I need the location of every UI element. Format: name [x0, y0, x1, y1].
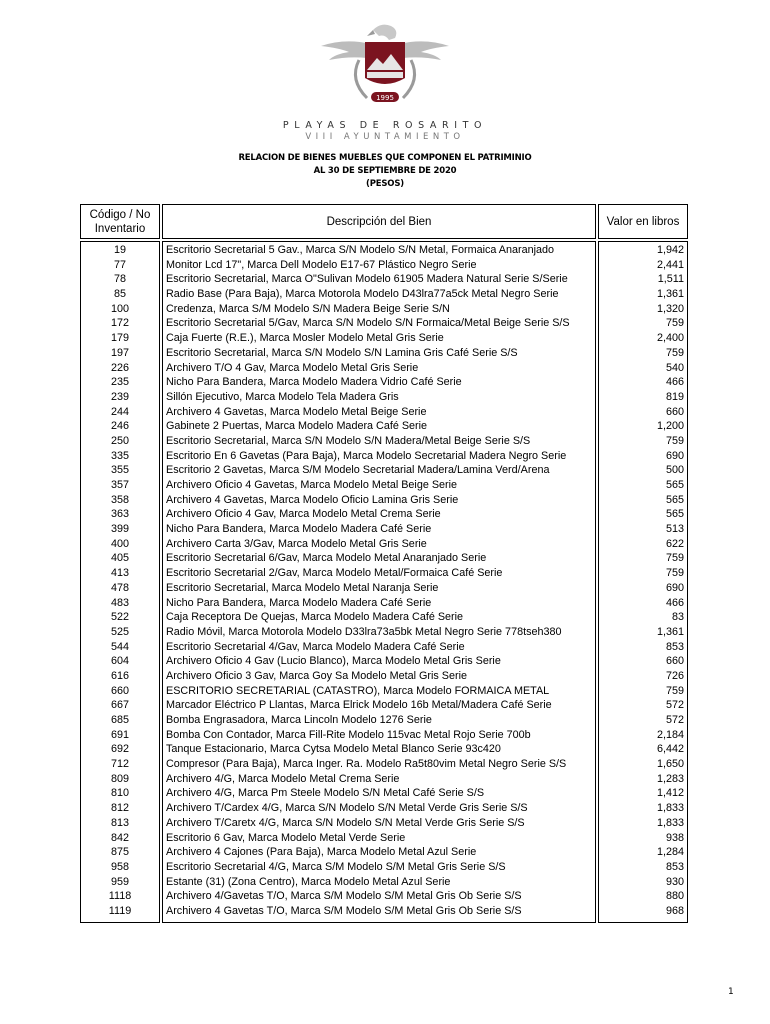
cell-value: 1,361	[656, 288, 684, 301]
table-row	[80, 581, 688, 596]
table-row	[80, 566, 688, 581]
cell-value: 83	[671, 611, 684, 624]
cell-description: Archivero 4 Gavetas, Marca Modelo Oficio Lamina Gris Serie	[166, 493, 459, 506]
cell-code: 358	[110, 493, 129, 506]
cell-value: 759	[665, 552, 684, 565]
cell-description: Archivero T/O 4 Gav, Marca Modelo Metal Gris Serie	[166, 361, 419, 374]
cell-value: 540	[665, 361, 684, 374]
cell-description: Escritorio Secretarial, Marca Modelo Metal Naranja Serie	[166, 581, 439, 594]
cell-value: 1,283	[656, 772, 684, 785]
cell-code: 355	[110, 464, 129, 477]
table-row	[80, 831, 688, 846]
cell-description: Nicho Para Bandera, Marca Modelo Madera Vidrio Café Serie	[166, 376, 462, 389]
table-row	[80, 625, 688, 640]
cell-code: 239	[110, 390, 129, 403]
cell-code: 483	[110, 596, 129, 609]
cell-value: 2,184	[656, 728, 684, 741]
cell-value: 1,200	[656, 420, 684, 433]
table-row	[80, 845, 688, 860]
table-row	[80, 493, 688, 508]
cell-value: 572	[665, 699, 684, 712]
cell-description: Radio Móvil, Marca Motorola Modelo D33lra73a5bk Metal Negro Serie 778tseh380	[166, 625, 562, 638]
table-row	[80, 449, 688, 464]
cell-value: 1,650	[656, 758, 684, 771]
cell-description: Compresor (Para Baja), Marca Inger. Ra. Modelo Ra5t80vim Metal Negro Serie S/S	[166, 758, 567, 771]
cell-value: 759	[665, 567, 684, 580]
table-row	[80, 537, 688, 552]
table-row	[80, 889, 688, 904]
cell-code: 813	[110, 816, 129, 829]
cell-value: 513	[665, 523, 684, 536]
report-title: RELACION DE BIENES MUEBLES QUE COMPONEN EL PATRIMINIO	[238, 153, 532, 163]
cell-code: 809	[110, 772, 129, 785]
cell-code: 525	[110, 625, 129, 638]
table-row	[80, 684, 688, 699]
cell-code: 712	[110, 758, 129, 771]
cell-description: Nicho Para Bandera, Marca Modelo Madera Café Serie	[166, 596, 432, 609]
cell-value: 1,361	[656, 625, 684, 638]
cell-value: 565	[665, 508, 684, 521]
table-row	[80, 551, 688, 566]
cell-description: Escritorio Secretarial 4/G, Marca S/M Modelo S/M Metal Gris Serie S/S	[166, 860, 506, 873]
cell-value: 930	[665, 875, 684, 888]
table-row	[80, 507, 688, 522]
cell-code: 78	[113, 273, 126, 286]
cell-description: Escritorio Secretarial, Marca S/N Modelo S/N Madera/Metal Beige Serie S/S	[166, 434, 531, 447]
cell-code: 842	[110, 831, 129, 844]
org-subtitle: VIII AYUNTAMIENTO	[305, 132, 465, 142]
logo-year: 1995	[376, 94, 394, 102]
cell-value: 1,412	[656, 787, 684, 800]
cell-code: 875	[110, 846, 129, 859]
eagle-beak-shape	[367, 30, 375, 36]
cell-description: Archivero Oficio 4 Gavetas, Marca Modelo Metal Beige Serie	[166, 479, 458, 491]
cell-description: Escritorio Secretarial 5 Gav., Marca S/N Modelo S/N Metal, Formaica Anaranjado	[166, 244, 555, 256]
cell-description: Archivero 4 Gavetas T/O, Marca S/M Modelo S/M Metal Gris Ob Serie S/S	[166, 904, 522, 917]
cell-value: 968	[665, 904, 684, 917]
cell-description: Archivero 4/Gavetas T/O, Marca S/M Modelo S/M Metal Gris Ob Serie S/S	[166, 890, 522, 903]
cell-description: Gabinete 2 Puertas, Marca Modelo Madera Café Serie	[166, 420, 428, 433]
cell-code: 810	[110, 787, 129, 800]
table-row	[80, 361, 688, 376]
cell-code: 667	[110, 699, 129, 712]
cell-code: 692	[110, 743, 129, 756]
cell-description: Escritorio Secretarial 4/Gav, Marca Modelo Madera Café Serie	[166, 640, 465, 653]
page-number: 1	[728, 987, 734, 997]
cell-code: 1118	[108, 890, 132, 903]
cell-description: Sillón Ejecutivo, Marca Modelo Tela Madera Gris	[166, 390, 399, 403]
cell-code: 250	[110, 434, 129, 447]
cell-code: 235	[110, 376, 129, 389]
cell-description: ESCRITORIO SECRETARIAL (CATASTRO), Marca Modelo FORMAICA METAL	[166, 684, 550, 697]
eagle-head-shape	[373, 25, 396, 40]
cell-value: 853	[665, 860, 684, 873]
cell-description: Escritorio Secretarial 2/Gav, Marca Modelo Metal/Formaica Café Serie	[166, 567, 503, 580]
cell-description: Archivero T/Caretx 4/G, Marca S/N Modelo S/N Metal Verde Gris Serie S/S	[166, 816, 525, 829]
column-header-description: Descripción del Bien	[162, 204, 596, 239]
cell-description: Estante (31) (Zona Centro), Marca Modelo Metal Azul Serie	[166, 875, 451, 888]
table-row	[80, 463, 688, 478]
table-row	[80, 390, 688, 405]
cell-code: 660	[110, 684, 129, 697]
cell-code: 405	[110, 552, 129, 565]
city-logo	[315, 20, 455, 116]
table-row	[80, 287, 688, 302]
cell-value: 565	[665, 479, 684, 491]
cell-code: 100	[110, 302, 129, 315]
cell-value: 1,511	[657, 273, 684, 286]
cell-description: Nicho Para Bandera, Marca Modelo Madera Café Serie	[166, 523, 432, 536]
cell-code: 691	[110, 728, 129, 741]
cell-description: Archivero Carta 3/Gav, Marca Modelo Metal Gris Serie	[166, 537, 427, 550]
cell-description: Escritorio 2 Gavetas, Marca S/M Modelo Secretarial Madera/Lamina Verd/Arena	[166, 464, 550, 477]
cell-value: 880	[665, 890, 684, 903]
table-row	[80, 860, 688, 875]
cell-value: 690	[665, 581, 684, 594]
cell-description: Credenza, Marca S/M Modelo S/N Madera Beige Serie S/N	[166, 302, 450, 315]
table-row	[80, 698, 688, 713]
table-row	[80, 757, 688, 772]
cell-code: 478	[110, 581, 129, 594]
cell-value: 726	[665, 669, 684, 682]
cell-description: Bomba Con Contador, Marca Fill-Rite Modelo 115vac Metal Rojo Serie 700b	[166, 728, 531, 741]
cell-code: 544	[110, 640, 129, 653]
shield-band	[367, 72, 403, 78]
cell-code: 179	[110, 332, 129, 345]
cell-description: Archivero 4/G, Marca Pm Steele Modelo S/N Metal Café Serie S/S	[166, 787, 485, 800]
cell-description: Radio Base (Para Baja), Marca Motorola Modelo D43lra77a5ck Metal Negro Serie	[166, 288, 559, 301]
cell-code: 172	[110, 317, 129, 330]
table-row	[80, 272, 688, 287]
cell-code: 604	[110, 655, 129, 668]
cell-description: Marcador Eléctrico P Llantas, Marca Elrick Modelo 16b Metal/Madera Café Serie	[166, 699, 552, 712]
cell-description: Escritorio 6 Gav, Marca Modelo Metal Verde Serie	[166, 831, 406, 844]
table-row	[80, 243, 688, 258]
cell-code: 246	[110, 420, 129, 433]
cell-value: 660	[665, 655, 684, 668]
cell-code: 959	[110, 875, 129, 888]
cell-description: Archivero 4/G, Marca Modelo Metal Crema Serie	[166, 772, 400, 785]
cell-description: Tanque Estacionario, Marca Cytsa Modelo Metal Blanco Serie 93c420	[166, 743, 501, 756]
table-row	[80, 904, 688, 919]
left-wing-shape	[321, 41, 371, 60]
table-row	[80, 786, 688, 801]
cell-code: 685	[110, 714, 129, 726]
table-row	[80, 405, 688, 420]
org-name: PLAYAS DE ROSARITO	[282, 120, 488, 131]
cell-code: 335	[110, 449, 129, 462]
table-row	[80, 713, 688, 728]
cell-code: 812	[110, 802, 129, 815]
cell-description: Escritorio Secretarial 6/Gav, Marca Modelo Metal Anaranjado Serie	[166, 552, 487, 565]
cell-value: 572	[665, 714, 684, 726]
table-row	[80, 478, 688, 493]
report-date: AL 30 DE SEPTIEMBRE DE 2020	[313, 166, 457, 176]
cell-value: 660	[665, 405, 684, 418]
cell-value: 690	[665, 449, 684, 462]
cell-code: 226	[110, 361, 129, 374]
cell-code: 357	[110, 479, 129, 491]
cell-code: 400	[110, 537, 129, 550]
cell-value: 622	[665, 537, 684, 550]
cell-code: 197	[110, 346, 129, 359]
table-row	[80, 258, 688, 273]
cell-description: Caja Receptora De Quejas, Marca Modelo Madera Café Serie	[166, 611, 464, 624]
cell-description: Escritorio Secretarial, Marca O"Sulivan Modelo 61905 Madera Natural Serie S/Serie	[166, 273, 568, 286]
cell-value: 759	[665, 346, 684, 359]
table-row	[80, 419, 688, 434]
table-row	[80, 801, 688, 816]
table-row	[80, 728, 688, 743]
cell-code: 363	[110, 508, 129, 521]
table-row	[80, 610, 688, 625]
cell-description: Archivero T/Cardex 4/G, Marca S/N Modelo S/N Metal Verde Gris Serie S/S	[166, 802, 528, 815]
cell-code: 399	[110, 523, 129, 536]
cell-value: 6,442	[656, 743, 684, 756]
table-row	[80, 772, 688, 787]
cell-code: 958	[110, 860, 129, 873]
cell-description: Archivero Oficio 3 Gav, Marca Goy Sa Modelo Metal Gris Serie	[166, 669, 468, 682]
table-body	[80, 243, 688, 919]
cell-code: 413	[110, 567, 129, 580]
cell-value: 1,320	[656, 302, 684, 315]
cell-value: 2,400	[656, 332, 684, 345]
cell-value: 1,833	[656, 816, 684, 829]
table-row	[80, 640, 688, 655]
table-row	[80, 816, 688, 831]
table-row	[80, 596, 688, 611]
cell-value: 759	[665, 434, 684, 447]
cell-code: 85	[113, 288, 126, 301]
cell-description: Escritorio Secretarial 5/Gav, Marca S/N Modelo S/N Formaica/Metal Beige Serie S/S	[166, 317, 570, 330]
cell-description: Escritorio Secretarial, Marca S/N Modelo S/N Lamina Gris Café Serie S/S	[166, 346, 518, 359]
cell-code: 522	[110, 611, 129, 624]
cell-code: 19	[113, 244, 126, 256]
cell-value: 1,942	[656, 244, 684, 256]
table-row	[80, 375, 688, 390]
cell-value: 938	[665, 831, 684, 844]
cell-value: 819	[665, 390, 684, 403]
cell-value: 2,441	[656, 258, 684, 271]
table-row	[80, 875, 688, 890]
cell-value: 1,284	[656, 846, 684, 859]
table-row	[80, 331, 688, 346]
cell-description: Caja Fuerte (R.E.), Marca Mosler Modelo Metal Gris Serie	[166, 332, 444, 345]
column-header-code: Código / No Inventario	[80, 204, 160, 239]
cell-description: Bomba Engrasadora, Marca Lincoln Modelo 1276 Serie	[166, 714, 432, 726]
report-currency: (PESOS)	[366, 179, 404, 189]
cell-value: 466	[665, 376, 684, 389]
table-row	[80, 742, 688, 757]
column-header-value: Valor en libros	[598, 204, 688, 239]
cell-value: 853	[665, 640, 684, 653]
table-row	[80, 346, 688, 361]
table-row	[80, 522, 688, 537]
cell-code: 616	[110, 669, 129, 682]
table-row	[80, 302, 688, 317]
right-wing-shape	[399, 41, 449, 60]
table-row	[80, 654, 688, 669]
cell-description: Monitor Lcd 17", Marca Dell Modelo E17-67 Plástico Negro Serie	[166, 258, 477, 271]
cell-code: 1119	[108, 904, 132, 917]
cell-description: Archivero Oficio 4 Gav, Marca Modelo Metal Crema Serie	[166, 508, 441, 521]
cell-description: Archivero Oficio 4 Gav (Lucio Blanco), Marca Modelo Metal Gris Serie	[166, 655, 501, 668]
cell-value: 466	[665, 596, 684, 609]
cell-value: 1,833	[656, 802, 684, 815]
cell-value: 759	[665, 684, 684, 697]
cell-description: Archivero 4 Cajones (Para Baja), Marca Modelo Metal Azul Serie	[166, 846, 477, 859]
cell-description: Archivero 4 Gavetas, Marca Modelo Metal Beige Serie	[166, 405, 427, 418]
cell-value: 500	[665, 464, 684, 477]
cell-value: 565	[665, 493, 684, 506]
table-row	[80, 669, 688, 684]
table-row	[80, 316, 688, 331]
cell-code: 244	[110, 405, 129, 418]
cell-description: Escritorio En 6 Gavetas (Para Baja), Marca Modelo Secretarial Madera Negro Serie	[166, 449, 567, 462]
cell-value: 759	[665, 317, 684, 330]
table-row	[80, 434, 688, 449]
cell-code: 77	[113, 258, 126, 271]
